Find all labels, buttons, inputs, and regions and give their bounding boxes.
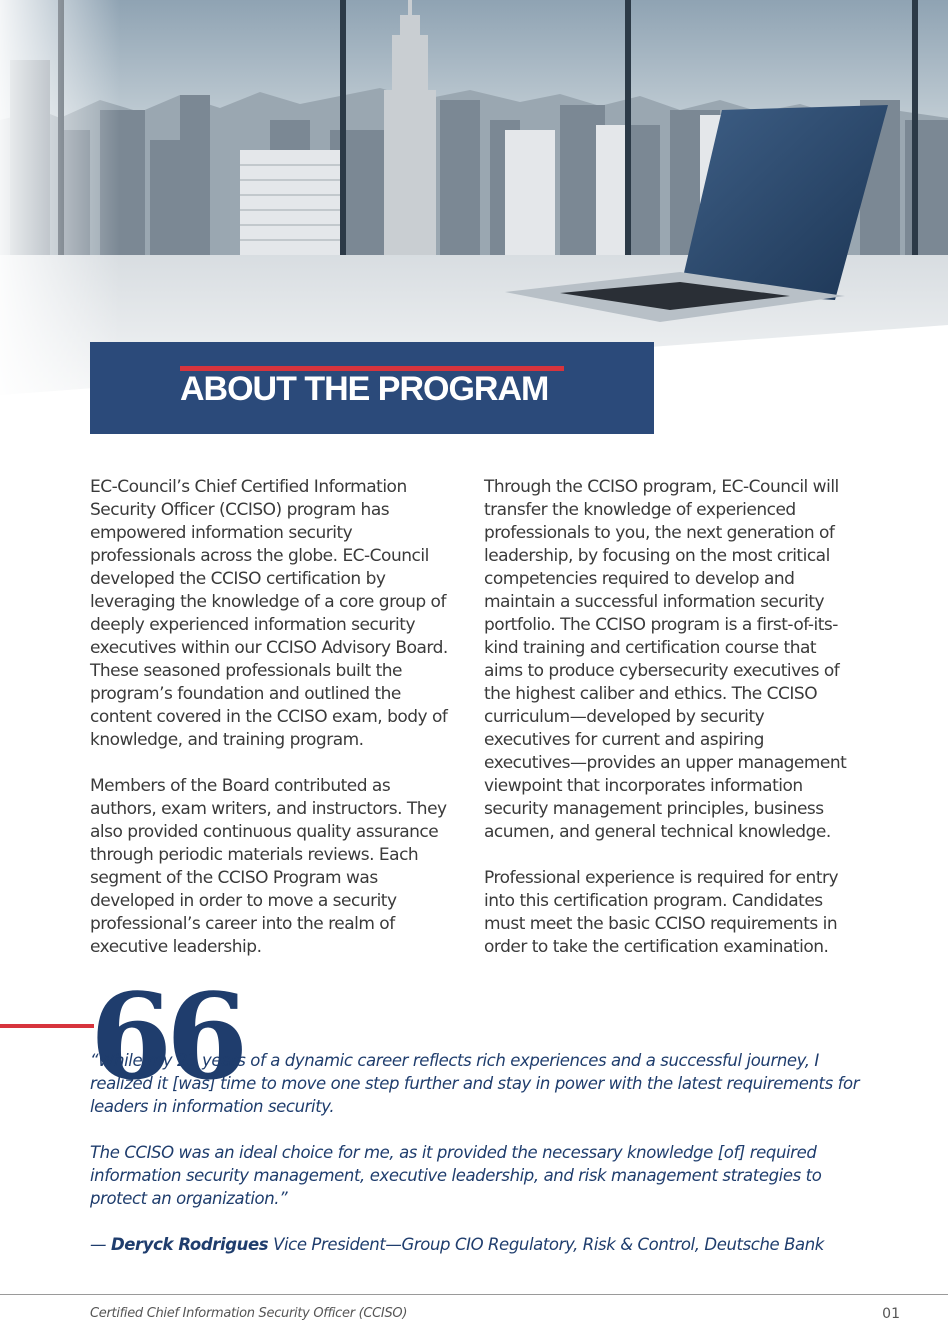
testimonial-quote — [90, 1049, 880, 1279]
footer-divider — [0, 1294, 948, 1295]
attribution-role: Vice President—Group CIO Regulatory, Risk & Control, Deutsche Bank — [268, 1235, 824, 1254]
footer-document-title: Certified Chief Information Security Officer (CCISO) — [90, 1306, 408, 1321]
body-column-right — [484, 476, 854, 959]
body-column-left — [90, 476, 460, 959]
page-number: 01 — [882, 1306, 900, 1322]
body-paragraph: Members of the Board contributed as authors, exam writers, and instructors. They also provided continuous quality assurance through periodic materials reviews. Each segment of the CCISO Program was developed in order to move a security professional’s career into the realm of executive leadership. — [90, 776, 447, 957]
quote-paragraph: The CCISO was an ideal choice for me, as it provided the necessary knowledge [of] required information security management, executive leadership, and risk management strategies to protect an organization.” — [90, 1143, 822, 1208]
body-paragraph: Professional experience is required for entry into this certification program. Candidates must meet the basic CCISO requirements in order to take the certification examination. — [484, 868, 839, 957]
quote-mark-icon: 66 — [90, 967, 243, 1106]
body-paragraph: EC-Council’s Chief Certified Information Security Officer (CCISO) program has empowered information security professionals across the globe. EC-Council developed the CCISO certification by leveraging the knowledge of a core group of deeply experienced information security executives within our CCISO Advisory Board. These seasoned professionals built the program’s foundation and outlined the content covered in the CCISO exam, body of knowledge, and training program. — [90, 477, 448, 750]
body-paragraph: Through the CCISO program, EC-Council will transfer the knowledge of experienced professionals to you, the next generation of leadership, by focusing on the most critical competencies required to develop and maintain a successful information security portfolio. The CCISO program is a first-of-its-kind training and certification course that aims to produce cybersecurity executives of the highest caliber and ethics. The CCISO curriculum—developed by security executives for current and aspiring executives—provides an upper management viewpoint that incorporates information security management principles, business acumen, and general technical knowledge. — [484, 477, 847, 842]
quote-attribution — [90, 1233, 880, 1256]
page-title: ABOUT THE PROGRAM — [180, 370, 549, 408]
attribution-dash: — — [90, 1235, 111, 1254]
attribution-name: Deryck Rodrigues — [110, 1235, 269, 1254]
quote-accent-line — [0, 1024, 94, 1028]
quote-paragraph: “While my 23 years of a dynamic career reflects rich experiences and a successful journey, I realized it [was] time to move one step further and stay in power with the latest requirements for leaders in information security. — [90, 1051, 860, 1116]
